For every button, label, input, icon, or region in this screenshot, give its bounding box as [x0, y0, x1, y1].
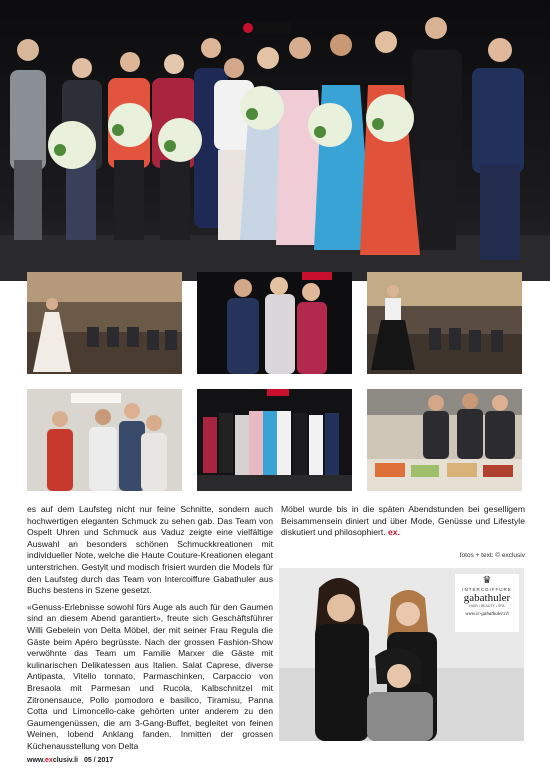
photo-chefs-buffet: [367, 389, 522, 491]
footer-issue: 05 / 2017: [83, 757, 114, 764]
footer-site-prefix: www.: [27, 757, 46, 764]
ad-brand-name: gabathuler: [463, 592, 511, 604]
crown-icon: ♛: [482, 575, 492, 586]
photo-interview-stage: [197, 272, 352, 374]
ad-gabathuler: [279, 568, 524, 741]
photo-runway-ruffle-dress: [27, 272, 182, 374]
ad-url: www.ic-gabathuler.ch: [465, 612, 509, 617]
article-end-mark: ex.: [388, 527, 400, 538]
article-paragraph-3: Möbel wurde bis in die späten Abendstunden bei geselligem Beisammensein diniert und über Mode, Genüsse und Lifestyle diskutiert und philosophiert.: [281, 504, 525, 538]
photo-models-lineup: [197, 389, 352, 491]
article-paragraph-2: «Genuss-Erlebnisse sowohl fürs Auge als auch für den Gaumen sind an diesem Abend garantiert», freute sich Geschäftsführer Willi Gebelein von Delta Möbel, der mit seiner Frau Regula die Gäste beim Apéro begrüsste. Nach der grossen Fashion-Show verwöhnte das Team um Familie Marxer die Gäste mit kulinarischen Delikatessen aus Italien. Salat Caprese, diverse Antipasta, Vitello tonnato, Parmaschinken, Carpaccio von Bresaola mit Parmesan und Rucola, Kalbschnitzel mit Zitronensauce, Pollo pomodoro e basilico, Tiramisu, Panna Cotta und Limoncello-cake gehörten unter anderem zu den Gaumengenüssen, die am 3-Gang-Buffet, begleitet von feinen Weinen, lobend Anklang fanden. Inmitten der grossen Küchenausstellung von Delta: [27, 601, 273, 751]
ad-brand-sub: HAIR • BEAUTY • SPA: [469, 604, 505, 608]
footer-site-accent: ex: [45, 757, 53, 764]
ad-logo-panel: [455, 574, 519, 632]
photo-runway-black-gown: [367, 272, 522, 374]
photo-credit: fotos + text: © exclusiv: [459, 552, 525, 559]
footer-site-suffix: clusiv.li: [52, 757, 78, 764]
article-paragraph-1: es auf dem Laufsteg nicht nur feine Schnitte, sondern auch hochwertigen eleganten Schmuck zu sehen gab. Das Team von Ospelt Uhren und Schmuck aus Vaduz zeigte eine vielfältige Auswahl an besonders schönen Schmuckkreationen mit individueller Note, welche die Haute Couture-Kreationen elegant unterstrichen. Gestylt und modisch frisiert wurden die Models für den Laufsteg durch das Team von Intercoiffure Gabathuler aus Buchs bestens in Szene gesetzt.: [27, 504, 273, 596]
article-column-right: [281, 504, 525, 539]
footer: [27, 757, 113, 764]
hero-group-photo: [0, 0, 550, 281]
article-column-left: [27, 504, 273, 757]
ad-brand-top: INTERCOIFFURE: [462, 587, 512, 592]
photo-ostenwald-team: [27, 389, 182, 491]
